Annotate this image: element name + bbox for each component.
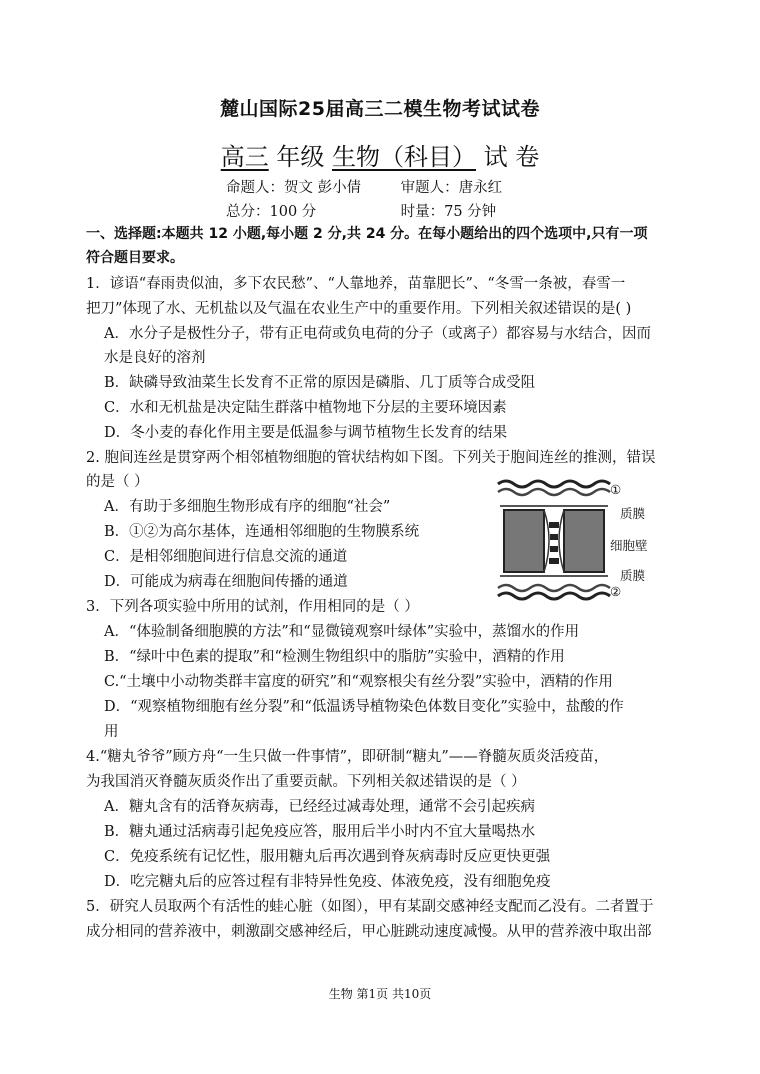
- q1-option-b: B．缺磷导致油菜生长发育不正常的原因是磷脂、几丁质等合成受阻: [104, 375, 536, 391]
- q2-option-b: B．①②为高尔基体，连通相邻细胞的生物膜系统: [104, 524, 420, 540]
- figure-label-cell-wall: 细胞壁: [610, 538, 648, 553]
- time-limit: 时量：75 分钟: [400, 204, 497, 220]
- subtitle: [0, 137, 760, 172]
- grade-word: 年级: [276, 143, 325, 171]
- q3-option-d: D．“观察植物细胞有丝分裂”和“低温诱导植物染色体数目变化”实验中，盐酸的作: [104, 699, 624, 715]
- q2-stem: 2. 胞间连丝是贯穿两个相邻植物细胞的管状结构如下图。下列关于胞间连丝的推测，错误: [86, 450, 656, 466]
- q2-option-d: D．可能成为病毒在细胞间传播的通道: [104, 574, 348, 590]
- q1-stem: 1．谚语“春雨贵似油，多下农民愁”、“人靠地养，苗靠肥长”、“冬雪一条被，春雪一: [86, 276, 626, 292]
- q1-option-a: A．水分子是极性分子，带有正电荷或负电荷的分子（或离子）都容易与水结合，因而: [104, 326, 651, 342]
- q2-option-a: A．有助于多细胞生物形成有序的细胞“社会”: [104, 499, 391, 515]
- plasmodesmata-diagram: [496, 476, 612, 604]
- q5-stem-cont: 成分相同的营养液中，刺激副交感神经后，甲心脏跳动速度减慢。从甲的营养液中取出部: [86, 924, 652, 940]
- reviewer: 审题人：唐永红: [400, 180, 503, 196]
- q4-option-d: D．吃完糖丸后的应答过程有非特异性免疫、体液免疫，没有细胞免疫: [104, 874, 551, 890]
- grade-value: 高三: [220, 143, 269, 171]
- figure-label-1: ①: [610, 482, 622, 497]
- page-footer: 生物 第1页 共10页: [328, 987, 432, 1001]
- q2-option-c: C．是相邻细胞间进行信息交流的通道: [104, 549, 348, 565]
- q3-stem: 3．下列各项实验中所用的试剂，作用相同的是（ ）: [86, 599, 419, 615]
- q4-stem: 4.“糖丸爷爷”顾方舟“一生只做一件事情”，即研制“糖丸”——脊髓灰质炎活疫苗，: [86, 749, 609, 765]
- q3-option-c: C.“土壤中小动物类群丰富度的研究”和“观察根尖有丝分裂”实验中，酒精的作用: [104, 674, 613, 690]
- q2-stem-cont: 的是（ ）: [86, 474, 149, 490]
- q4-option-c: C．免疫系统有记忆性，服用糖丸后再次遇到脊灰病毒时反应更快更强: [104, 849, 551, 865]
- q1-option-c: C．水和无机盐是决定陆生群落中植物地下分层的主要环境因素: [104, 400, 507, 416]
- q1-option-d: D．冬小麦的春化作用主要是低温参与调节植物生长发育的结果: [104, 425, 508, 441]
- authors: 命题人：贺文 彭小倩: [226, 180, 362, 196]
- q4-option-a: A．糖丸含有的活脊灰病毒，已经经过减毒处理，通常不会引起疾病: [104, 799, 535, 815]
- q4-stem-cont: 为我国消灭脊髓灰质炎作出了重要贡献。下列相关叙述错误的是（ ）: [86, 774, 526, 790]
- paper-word: 试 卷: [483, 143, 540, 171]
- q3-option-d-cont: 用: [104, 724, 119, 740]
- q3-option-b: B．“绿叶中色素的提取”和“检测生物组织中的脂肪”实验中，酒精的作用: [104, 649, 565, 665]
- subject-value: 生物（科目）: [332, 143, 476, 171]
- page-title: 麓山国际25届高三二模生物考试试卷: [220, 98, 540, 120]
- plasmodesmata-figure: [496, 476, 656, 604]
- q3-option-a: A．“体验制备细胞膜的方法”和“显微镜观察叶绿体”实验中，蒸馏水的作用: [104, 624, 580, 640]
- meta-row-2: [226, 200, 496, 221]
- section-heading-cont: 符合题目要求。: [86, 250, 184, 266]
- q5-stem: 5．研究人员取两个有活性的蛙心脏（如图），甲有某副交感神经支配而乙没有。二者置于: [86, 899, 654, 915]
- figure-label-2: ②: [610, 584, 622, 599]
- meta-row-1: [226, 176, 502, 197]
- q4-option-b: B．糖丸通过活病毒引起免疫应答，服用后半小时内不宜大量喝热水: [104, 824, 536, 840]
- q1-stem-cont: 把刀”体现了水、无机盐以及气温在农业生产中的重要作用。下列相关叙述错误的是( ): [86, 301, 632, 317]
- section-heading: 一、选择题:本题共 12 小题,每小题 2 分,共 24 分。在每小题给出的四个选项中,只有一项: [86, 226, 648, 242]
- total-score: 总分：100 分: [226, 204, 317, 220]
- figure-label-membrane-bottom: 质膜: [620, 568, 646, 583]
- figure-label-membrane-top: 质膜: [620, 506, 646, 521]
- q1-option-a-cont: 水是良好的溶剂: [104, 350, 206, 366]
